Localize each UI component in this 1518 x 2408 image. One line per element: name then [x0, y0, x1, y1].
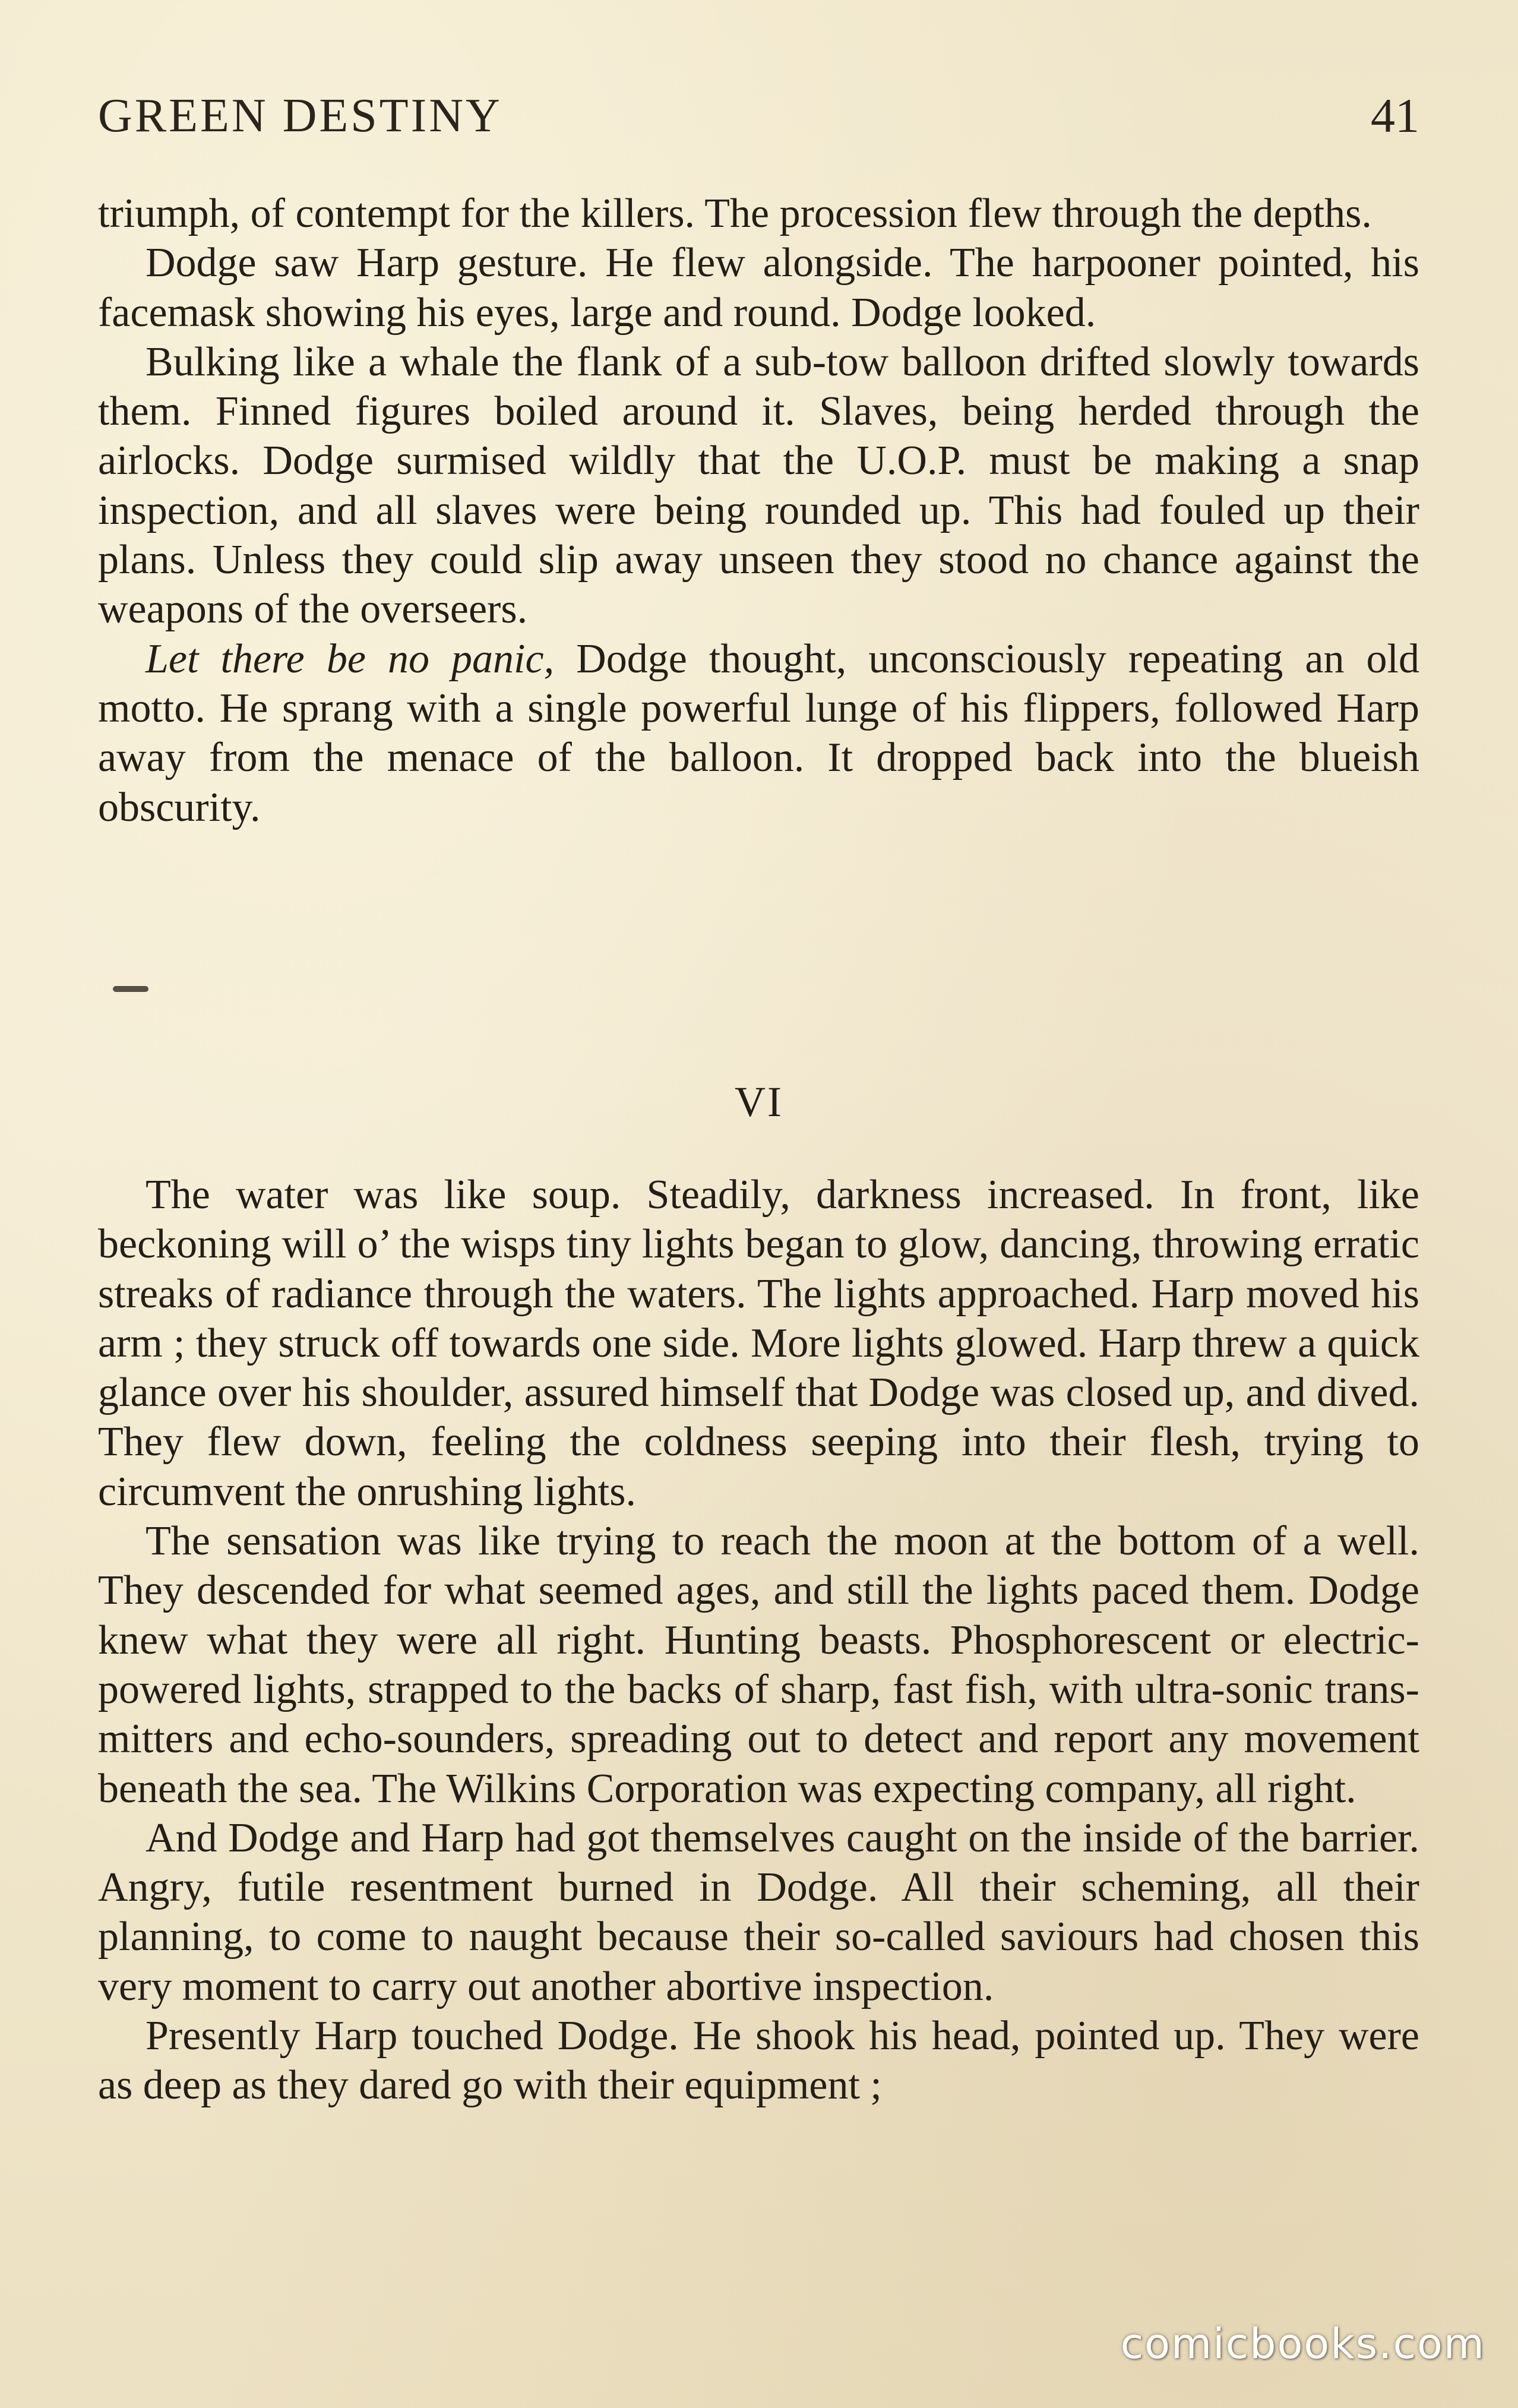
chapter-heading: VI — [735, 1078, 783, 1126]
running-title: GREEN DESTINY — [98, 90, 502, 142]
paragraph: triumph, of contempt for the killers. The procession flew through the depths. — [98, 191, 1372, 236]
paragraph — [98, 634, 1419, 832]
paragraph-text: Dodge thought, unconsciously repeating an old motto. He sprang with a single powerful lunge of his flippers, followed Harp away from the menace of the balloon. It dropped back into the blueish obscurity. — [98, 636, 1420, 830]
page-number: 41 — [1371, 89, 1419, 143]
text-block-before-chapter — [98, 189, 1419, 832]
paragraph: Dodge saw Harp gesture. He flew alongside. The harpooner pointed, his facemask showing his eyes, large and round. Dodge looked. — [98, 240, 1419, 336]
paragraph: And Dodge and Harp had got themselves caught on the inside of the barrier. Angry, futile resentment burned in Dodge. All their scheming, all their planning, to come to naught because their so-called saviours had chosen this very moment to carry out another abortive inspection. — [98, 1815, 1419, 2009]
watermark: comicbooks.com — [1120, 2319, 1485, 2368]
paragraph: Bulking like a whale the flank of a sub-tow balloon drifted slowly towards them. Finned figures boiled around it. Slaves, being herded through the airlocks. Dodge surmised wildly that the U.O.P. must be making a snap inspection, and all slaves were being rounded up. This had fouled up their plans. Unless they could slip away unseen they stood no chance against the weapons of the overseers. — [98, 339, 1419, 633]
italic-phrase: Let there be no panic, — [146, 636, 555, 682]
running-head — [98, 83, 1419, 148]
paragraph: The sensation was like trying to reach the moon at the bottom of a well. They descended for what seemed ages, and still the lights paced them. Dodge knew what they were all right. Hunting beasts. Phosphorescent or electric-powered lights, strapped to the backs of sharp, fast fish, with ultra-sonic trans-mitters and echo-sounders, spreading out to detect and report any movement beneath the sea. The Wilkins Corporation was expecting company, all right. — [98, 1518, 1419, 1812]
ink-smudge — [113, 986, 148, 992]
paragraph: The water was like soup. Steadily, darkness increased. In front, like beckoning will o’ the wisps tiny lights began to glow, dancing, throwing erratic streaks of radiance through the waters. The lights approached. Harp moved his arm ; they struck off towards one side. More lights glowed. Harp threw a quick glance over his shoulder, assured himself that Dodge was closed up, and dived. They flew down, feeling the coldness seeping into their flesh, trying to circumvent the onrushing lights. — [98, 1172, 1419, 1515]
text-block-chapter-six — [98, 1170, 1419, 2110]
paragraph: Presently Harp touched Dodge. He shook his head, pointed up. They were as deep as they dared go with their equipment ; — [98, 2013, 1419, 2109]
